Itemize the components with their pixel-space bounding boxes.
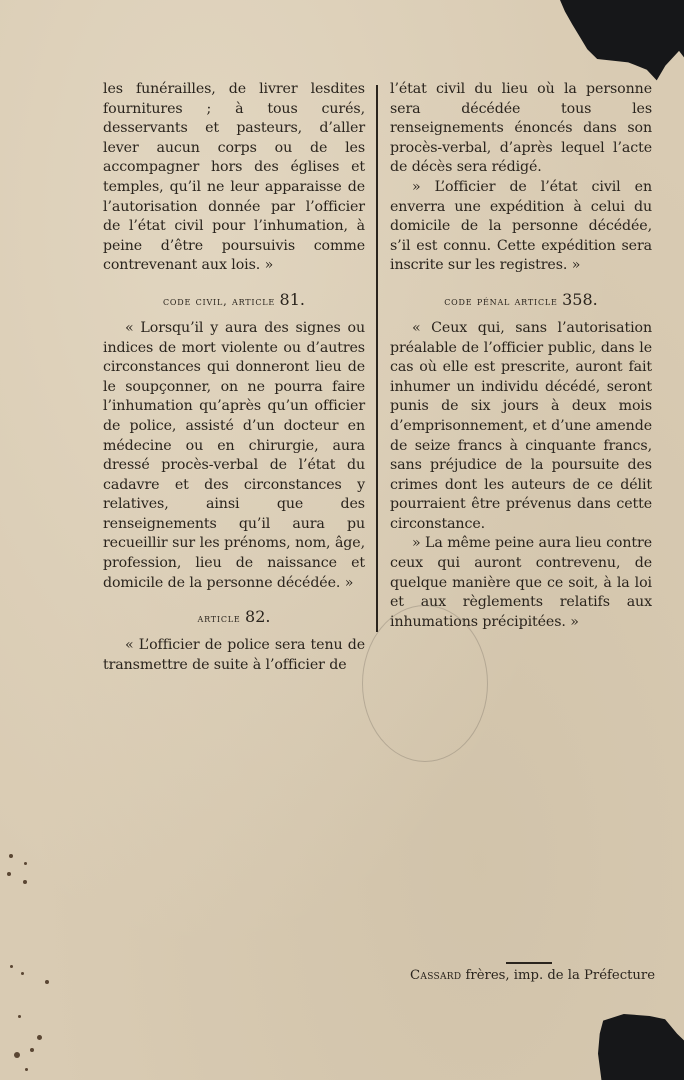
- ink-blot-bottom-right: [598, 1014, 684, 1080]
- right-paragraph-2: » L’officier de l’état civil en enverra une expédition à celui du domicile de la personne décédée, s’il est connu. Cette expédition sera inscrite sur les registres. »: [390, 178, 652, 274]
- paper-speck: [25, 1068, 28, 1071]
- heading-number: 82.: [245, 607, 271, 627]
- paper-speck: [37, 1035, 42, 1040]
- heading-number: 81.: [279, 289, 305, 309]
- heading-code-penal-358: [390, 290, 652, 309]
- faded-stamp: [362, 605, 488, 762]
- left-paragraph-2: « Lorsqu’il y aura des signes ou indices de mort violente ou d’autres circonstances qui donneront lieu de le soupçonner, on ne pourra faire l’inhumation qu’après qu’un officier de police, assisté d’un docteur en médecine ou en chirurgie, aura dressé procès-verbal de l’état du cadavre et des circonstances y relatives, ainsi que des renseignements qu’il aura pu recueillir sur les prénoms, nom, âge, profession, lieu de naissance et domicile de la personne décédée. »: [103, 319, 365, 591]
- heading-number: 358.: [562, 289, 598, 309]
- paper-speck: [21, 972, 24, 975]
- right-paragraph-3: « Ceux qui, sans l’autorisation préalable de l’officier public, dans le cas où elle est prescrite, auront fait inhumer un individu décédé, seront punis de six jours à deux mois d’emprisonnement, et d’une amende de seize francs à cinquante francs, sans préjudice de la poursuite des crimes dont les auteurs de ce délit pourraient être prévenus dans cette circonstance.: [390, 319, 652, 532]
- column-divider: [376, 85, 378, 632]
- heading-article-82: [103, 607, 365, 626]
- heading-label: code civil, article: [163, 293, 276, 308]
- paper-speck: [45, 980, 49, 984]
- printer-imprint: [410, 968, 670, 983]
- right-column: [390, 80, 652, 632]
- paper-speck: [10, 965, 13, 968]
- paper-speck: [14, 1052, 20, 1058]
- printer-name: Cassard: [410, 968, 462, 983]
- left-column: [103, 80, 365, 675]
- ink-blot-top-right: [560, 0, 684, 82]
- paper-speck: [30, 1048, 34, 1052]
- right-paragraph-4: » La même peine aura lieu contre ceux qui auront contrevenu, de quelque manière que ce soit, à la loi et aux règlements relatifs aux inhumations précipitées. »: [390, 535, 652, 630]
- heading-label: code pénal article: [444, 293, 558, 308]
- printer-details: frères, imp. de la Préfecture: [461, 968, 656, 983]
- heading-label: article: [197, 611, 241, 626]
- heading-code-civil-81: [103, 290, 365, 309]
- paper-speck: [9, 854, 13, 858]
- paper-speck: [24, 862, 27, 865]
- footer-rule: [506, 962, 552, 964]
- left-paragraph-3: « L’officier de police sera tenu de transmettre de suite à l’officier de: [103, 637, 365, 673]
- right-paragraph-1: l’état civil du lieu où la personne sera décédée tous les renseignements énoncés dans son procès-verbal, d’après lequel l’acte de décès sera rédigé.: [390, 81, 652, 176]
- paper-speck: [18, 1015, 21, 1018]
- paper-speck: [7, 872, 11, 876]
- paper-speck: [23, 880, 27, 884]
- left-paragraph-1: les funérailles, de livrer lesdites fournitures ; à tous curés, desservants et pasteurs, d’aller lever aucun corps ou de les accompagner hors des églises et temples, qu’il ne leur apparaisse de l’autorisation donnée par l’officier de l’état civil pour l’inhumation, à peine d’être poursuivis comme contrevenant aux lois. »: [103, 81, 365, 274]
